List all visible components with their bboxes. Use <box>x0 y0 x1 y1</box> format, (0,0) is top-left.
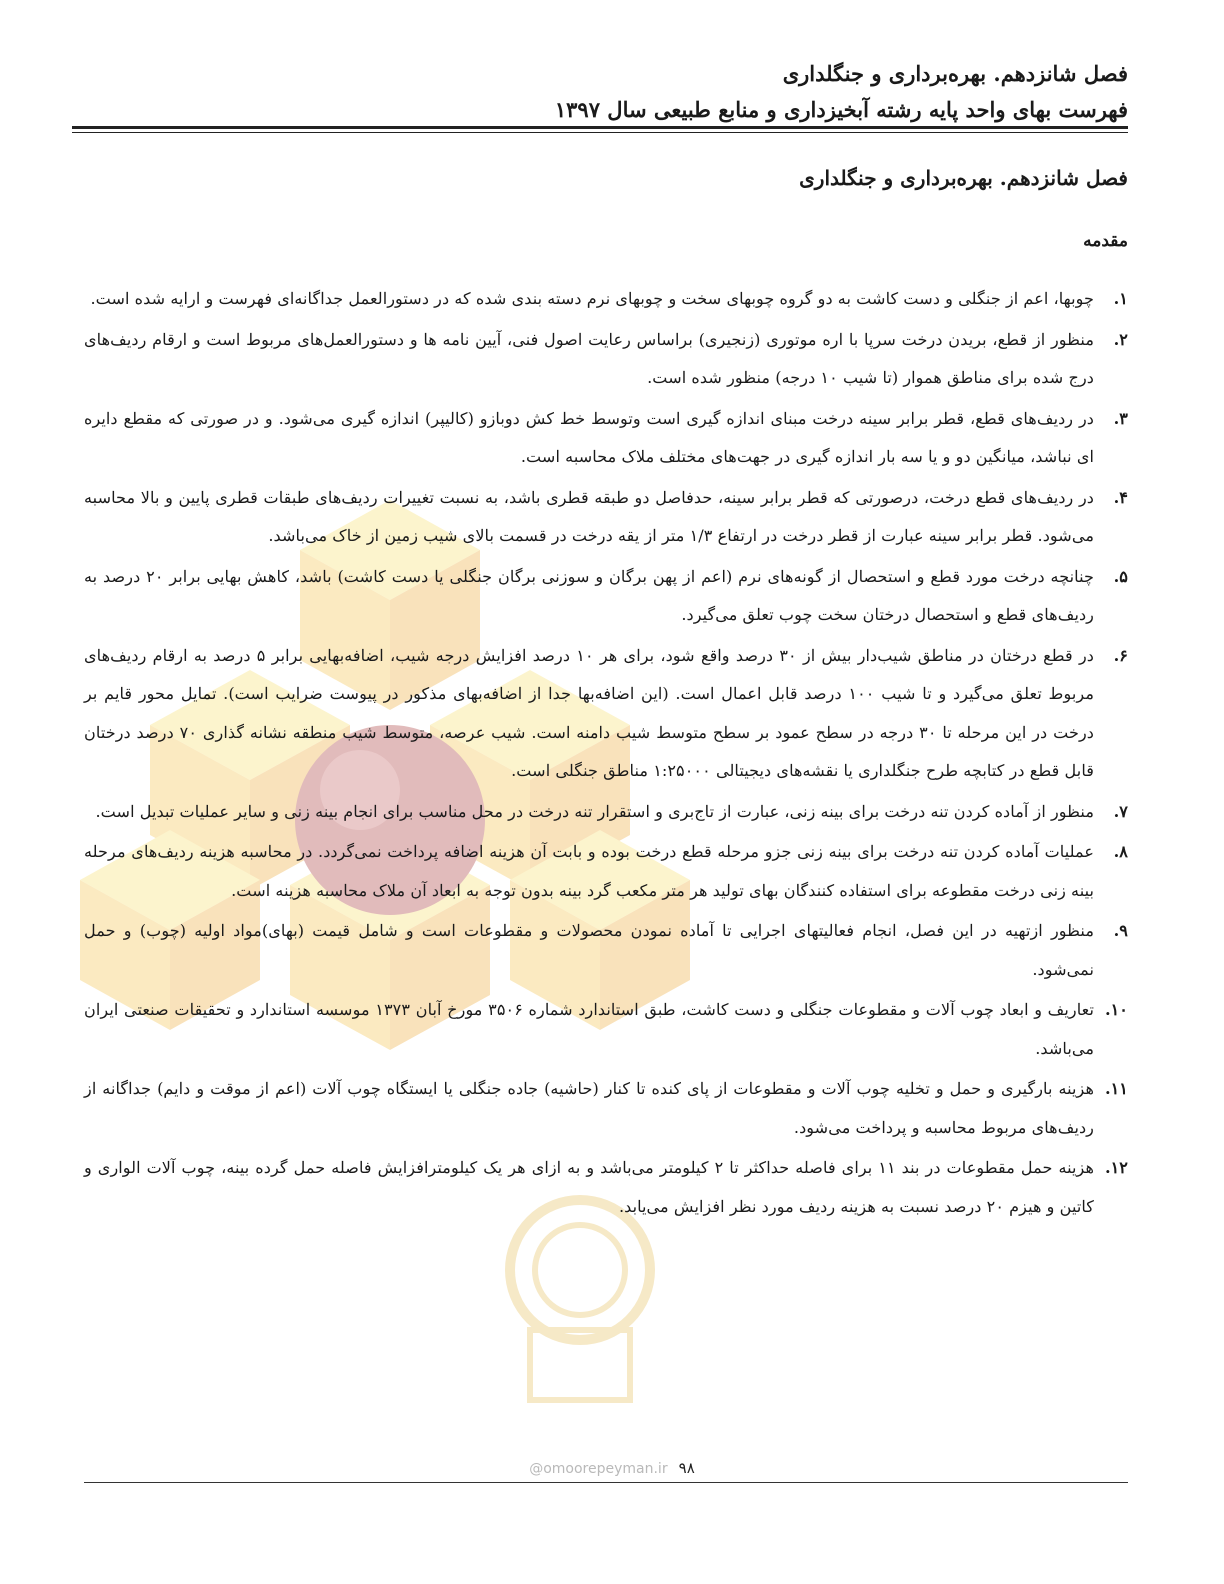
header-rule-thick <box>72 126 1128 129</box>
page-footer <box>0 1458 1224 1477</box>
item-number: ۱. <box>1113 289 1128 308</box>
footer-rule <box>84 1482 1128 1483</box>
item-text: منظور ازتهیه در این فصل، انجام فعالیتهای اجرایی تا آماده نمودن محصولات و مقطوعات است و شامل قیمت (بهای)مواد اولیه (چوب) و حمل نمی‌شود. <box>84 921 1094 979</box>
header-chapter-title: فصل شانزدهم. بهره‌برداری و جنگلداری <box>782 61 1128 86</box>
list-item <box>84 558 1128 635</box>
intro-title: مقدمه <box>1083 231 1128 251</box>
list-item <box>84 637 1128 791</box>
item-text: در ردیف‌های قطع درخت، درصورتی که قطر برابر سینه، حدفاصل دو طبقه قطری باشد، به نسبت تغییرات ردیف‌های طبقات قطری پایین و بالا محاسبه می‌شود. قطر برابر سینه عبارت از قطر درخت در ارتفاع ۱/۳ متر از یقه درخت در قسمت بالای شیب زمین از خاک می‌باشد. <box>84 487 1094 545</box>
list-item <box>84 280 1128 319</box>
list-item <box>84 1070 1128 1147</box>
page-content <box>84 158 1128 1228</box>
item-number: ۱۰. <box>1104 1000 1128 1019</box>
item-number: ۳. <box>1113 408 1128 428</box>
clause-list <box>84 280 1128 1226</box>
item-number: ۹. <box>1113 921 1128 940</box>
site-watermark-text: @omoorepeyman.ir <box>529 1461 668 1477</box>
list-item <box>84 793 1128 832</box>
item-number: ۸. <box>1113 842 1128 861</box>
list-item <box>84 479 1128 556</box>
item-number: ۷. <box>1113 801 1128 821</box>
item-text: در قطع درختان در مناطق شیب‌دار بیش از ۳۰ درصد واقع شود، برای هر ۱۰ درصد افزایش درجه شیب، اضافه‌بهایی برابر ۵ درصد به ارقام ردیف‌های مربوط تعلق می‌گیرد و تا شیب ۱۰۰ درصد قابل اعمال است. (این اضافه‌بها جدا از اضافه‌بهای مذکور در پیوست ضرایب است). تمایل محور قایم بر درخت در این مرحله تا ۳۰ درجه در سطح عمود بر سطح متوسط شیب دامنه است. شیب عرصه، متوسط شیب منطقه نشانه گذاری ۷۰ درصد درختان قابل قطع در کتابچه طرح جنگلداری یا نقشه‌های دیجیتالی ۱:۲۵۰۰۰ مناطق جنگلی است. <box>84 645 1095 780</box>
item-number: ۱۲. <box>1104 1158 1128 1177</box>
item-number: ۱۱. <box>1104 1079 1128 1098</box>
header-rule-thin <box>72 132 1128 133</box>
item-text: تعاریف و ابعاد چوب آلات و مقطوعات جنگلی و دست کاشت، طبق استاندارد شماره ۳۵۰۶ مورخ آبان ۱۳۷۳ موسسه استاندارد و تحقیقات صنعتی ایران می‌باشد. <box>84 1000 1094 1058</box>
page-number: ۹۸ <box>678 1459 695 1477</box>
item-text: در ردیف‌های قطع، قطر برابر سینه درخت مبنای اندازه گیری است وتوسط خط کش دوبازو (کالیپر) اندازه گیری می‌شود. و در صورتی که مقطع دایره ای نباشد، میانگین دو و یا سه بار اندازه گیری در جهت‌های مختلف ملاک محاسبه است. <box>84 408 1094 466</box>
list-item <box>84 1149 1128 1226</box>
list-item <box>84 833 1128 910</box>
item-text: منظور از قطع، بریدن درخت سرپا با اره موتوری (زنجیری) براساس رعایت اصول فنی، آیین نامه ها و دستورالعمل‌های مربوط است و ارقام ردیف‌های درج شده برای مناطق هموار (تا شیب ۱۰ درجه) منظور شده است. <box>84 329 1094 387</box>
list-item <box>84 400 1128 477</box>
item-text: عملیات آماده کردن تنه درخت برای بینه زنی جزو مرحله قطع درخت بوده و بابت آن هزینه اضافه پرداخت نمی‌گردد. در محاسبه هزینه ردیف‌های مرحله بینه زنی درخت مقطوعه برای استفاده کنندگان بهای تولید هر متر مکعب گرد بینه بدون توجه به ابعاد آن ملاک محاسبه هزینه است. <box>84 842 1094 900</box>
item-number: ۴. <box>1113 487 1128 507</box>
page-header <box>72 56 1128 128</box>
section-title: فصل شانزدهم. بهره‌برداری و جنگلداری <box>799 166 1128 190</box>
item-text: چوبها، اعم از جنگلی و دست کاشت به دو گروه چوبهای سخت و چوبهای نرم دسته بندی شده که در دستورالعمل جداگانه‌ای فهرست و ارایه شده است. <box>90 289 1094 308</box>
item-number: ۶. <box>1113 645 1128 665</box>
item-number: ۵. <box>1113 566 1128 586</box>
list-item <box>84 912 1128 989</box>
item-text: منظور از آماده کردن تنه درخت برای بینه زنی، عبارت از تاج‌بری و استقرار تنه درخت در محل مناسب برای انجام بینه زنی و سایر عملیات تبدیل است. <box>95 801 1094 821</box>
list-item <box>84 991 1128 1068</box>
header-document-title: فهرست بهای واحد پایه رشته آبخیزداری و منابع طبیعی سال ۱۳۹۷ <box>554 97 1128 122</box>
item-text: هزینه بارگیری و حمل و تخلیه چوب آلات و مقطوعات از پای کنده تا کنار (حاشیه) جاده جنگلی یا ایستگاه چوب آلات (اعم از موقت و دایم) جداگانه از ردیف‌های مربوط محاسبه و پرداخت می‌شود. <box>84 1079 1094 1137</box>
list-item <box>84 321 1128 398</box>
item-text: چنانچه درخت مورد قطع و استحصال از گونه‌های نرم (اعم از پهن برگان و سوزنی برگان جنگلی یا دست کاشت) باشد، کاهش بهایی برابر ۲۰ درصد به ردیف‌های قطع و استحصال درختان سخت چوب تعلق می‌گیرد. <box>84 566 1094 624</box>
item-number: ۲. <box>1113 329 1128 349</box>
item-text: هزینه حمل مقطوعات در بند ۱۱ برای فاصله حداکثر تا ۲ کیلومتر می‌باشد و به ازای هر یک کیلومترافزایش فاصله حمل گرده بینه، چوب آلات الواری و کاتین و هیزم ۲۰ درصد نسبت به هزینه ردیف مورد نظر افزایش می‌یابد. <box>84 1158 1095 1216</box>
